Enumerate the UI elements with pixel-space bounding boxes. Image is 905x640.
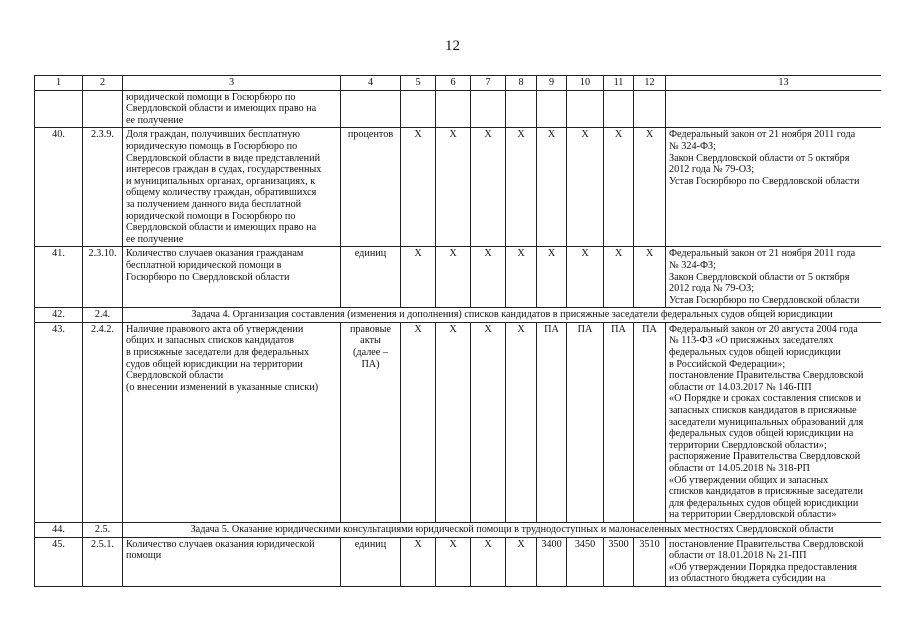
row-code: 2.3.9. (83, 128, 123, 247)
value-col-7: Х (471, 537, 506, 586)
table-row (35, 537, 882, 586)
value-col-8: Х (506, 322, 537, 522)
value-col-9: ПА (537, 322, 567, 522)
value-col-11: ПА (604, 322, 634, 522)
row-number: 42. (35, 308, 83, 323)
legal-source: Федеральный закон от 21 ноября 2011 года № 324-ФЗ; Закон Свердловской области от 5 октября 2012 года № 79-ОЗ; Устав Госюрбюро по Свердловской области (666, 128, 882, 247)
row-code: 2.4. (83, 308, 123, 323)
row-code: 2.3.10. (83, 247, 123, 308)
value-col-6: Х (436, 537, 471, 586)
value-col-8: Х (506, 247, 537, 308)
unit: процентов (341, 128, 401, 247)
value-col-7: Х (471, 128, 506, 247)
row-number: 45. (35, 537, 83, 586)
value-col-9: 3400 (537, 537, 567, 586)
value-col-5: Х (401, 537, 436, 586)
indicator-name: Количество случаев оказания гражданам бесплатной юридической помощи в Госюрбюро по Свердловской области (123, 247, 341, 308)
task-title: Задача 5. Оказание юридическими консультациями юридической помощи в труднодоступных и малонаселенных местностях Свердловской области (123, 522, 882, 537)
value-col-7: Х (471, 247, 506, 308)
row-code: 2.5. (83, 522, 123, 537)
value-col-10: Х (567, 128, 604, 247)
value-col-12: ПА (634, 322, 666, 522)
value-col-10: Х (567, 247, 604, 308)
row-code: 2.5.1. (83, 537, 123, 586)
indicator-name: юридической помощи в Госюрбюро по Свердловской области и имеющих право на ее получение (123, 90, 341, 128)
unit: правовые акты (далее – ПА) (341, 322, 401, 522)
page-number: 12 (445, 38, 460, 54)
header-cell-9: 9 (537, 76, 567, 91)
value-col-12: 3510 (634, 537, 666, 586)
header-cell-4: 4 (341, 76, 401, 91)
indicator-name: Доля граждан, получивших бесплатную юридическую помощь в Госюрбюро по Свердловской области в виде представлений интересов граждан в судах, государственных и муниципальных органах, организациях, к общему количеству граждан, обратившихся за получением данного вида бесплатной юридической помощи в Госюрбюро по Свердловской области и имеющих право на ее получение (123, 128, 341, 247)
header-cell-1: 1 (35, 76, 83, 91)
value-col-10: ПА (567, 322, 604, 522)
value-col-5: Х (401, 128, 436, 247)
unit: единиц (341, 247, 401, 308)
header-cell-11: 11 (604, 76, 634, 91)
value-col-5: Х (401, 322, 436, 522)
value-col-10: 3450 (567, 537, 604, 586)
value-col-11: 3500 (604, 537, 634, 586)
legal-source: Федеральный закон от 21 ноября 2011 года № 324-ФЗ; Закон Свердловской области от 5 октября 2012 года № 79-ОЗ; Устав Госюрбюро по Свердловской области (666, 247, 882, 308)
header-cell-6: 6 (436, 76, 471, 91)
unit: единиц (341, 537, 401, 586)
table-header-row (35, 76, 882, 91)
row-code: 2.4.2. (83, 322, 123, 522)
value-col-6: Х (436, 128, 471, 247)
header-cell-12: 12 (634, 76, 666, 91)
header-cell-5: 5 (401, 76, 436, 91)
value-col-7: Х (471, 322, 506, 522)
value-col-8: Х (506, 128, 537, 247)
header-cell-2: 2 (83, 76, 123, 91)
task-title: Задача 4. Организация составления (изменения и дополнения) списков кандидатов в присяжные заседатели федеральных судов общей юрисдикции (123, 308, 882, 323)
value-col-9: Х (537, 128, 567, 247)
table-row (35, 247, 882, 308)
indicators-table (34, 75, 881, 587)
row-number: 43. (35, 322, 83, 522)
table-row-continuation (35, 90, 882, 128)
legal-source: Федеральный закон от 20 августа 2004 года № 113-ФЗ «О присяжных заседателях федеральных судов общей юрисдикции в Российской Федерации»; постановление Правительства Свердловской области от 14.03.2017 № 146-ПП «О Порядке и сроках составления списков и запасных списков кандидатов в присяжные заседатели муниципальных образований для федеральных судов общей юрисдикции на территории Свердловской области»; распоряжение Правительства Свердловской области от 14.05.2018 № 318-РП «Об утверждении общих и запасных списков кандидатов в присяжные заседатели для федеральных судов общей юрисдикции на территории Свердловской области» (666, 322, 882, 522)
task-row (35, 522, 882, 537)
indicator-name: Наличие правового акта об утверждении общих и запасных списков кандидатов в присяжные заседатели для федеральных судов общей юрисдикции на территории Свердловской области (о внесении изменений в указанные списки) (123, 322, 341, 522)
value-col-8: Х (506, 537, 537, 586)
task-row (35, 308, 882, 323)
value-col-6: Х (436, 322, 471, 522)
document-sheet (34, 75, 881, 640)
value-col-5: Х (401, 247, 436, 308)
row-number: 41. (35, 247, 83, 308)
row-number: 40. (35, 128, 83, 247)
value-col-6: Х (436, 247, 471, 308)
table-row (35, 128, 882, 247)
header-cell-13: 13 (666, 76, 882, 91)
table-row (35, 322, 882, 522)
value-col-12: Х (634, 128, 666, 247)
value-col-9: Х (537, 247, 567, 308)
header-cell-8: 8 (506, 76, 537, 91)
row-number: 44. (35, 522, 83, 537)
legal-source: постановление Правительства Свердловской области от 18.01.2018 № 21-ПП «Об утверждении Порядка предоставления из областного бюджета субсидии на (666, 537, 882, 586)
header-cell-7: 7 (471, 76, 506, 91)
value-col-11: Х (604, 247, 634, 308)
header-cell-10: 10 (567, 76, 604, 91)
value-col-12: Х (634, 247, 666, 308)
indicator-name: Количество случаев оказания юридической помощи (123, 537, 341, 586)
value-col-11: Х (604, 128, 634, 247)
header-cell-3: 3 (123, 76, 341, 91)
